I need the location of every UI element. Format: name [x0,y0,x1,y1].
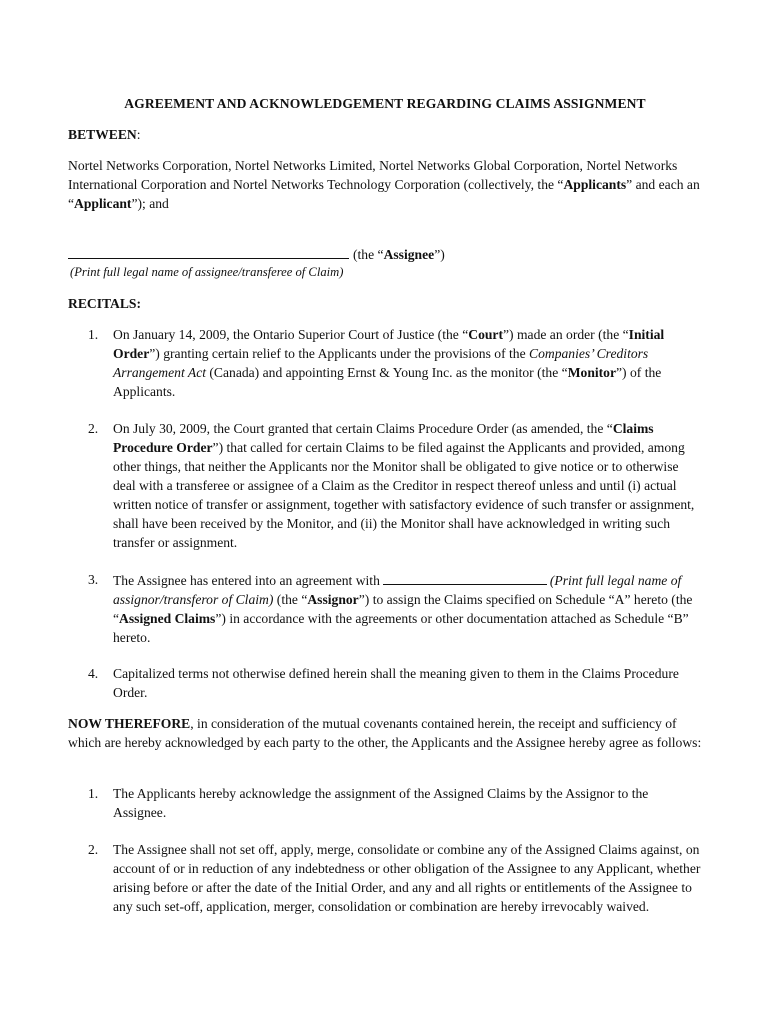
recital-text: Capitalized terms not otherwise defined herein shall the meaning given to them in the Claims Procedure Order. [113,666,679,700]
recital-number: 4. [88,666,99,681]
assignor-caption: (Print full legal name of assignor/transferor of Claim) [113,573,682,607]
court-term: Court [468,327,503,342]
recital-text: (Canada) and appointing Ernst & Young Inc. as the monitor (the “ [206,365,568,380]
assignee-text-pre: (the “ [353,247,384,262]
assignee-term: Assignee [383,247,435,262]
recital-text: ”) that called for certain Claims to be filed against the Applicants and provided, among other things, that neither the Applicants nor the Monitor shall be obligated to give notice or to otherwise deal with a transferee or assignee of a Claim as the Creditor in respect thereof unless and until (i) actual written notice of transfer or assignment, together with satisfactory evidence of such transfer or assignment, shall have been received by the Monitor, and (ii) the Monitor shall have acknowledged in writing such transfer or assignment. [113,440,695,550]
clause-item [68,784,704,822]
applicant-term: Applicant [74,196,132,211]
assignor-term: Assignor [307,592,359,607]
recital-text: ”) of the Applicants. [113,365,662,399]
clause-list-2 [68,840,704,916]
between-colon: : [136,127,141,142]
parties-text-1: Nortel Networks Corporation, Nortel Networks Limited, Nortel Networks Global Corporation, Nortel Networks International Corporation and Nortel Networks Technology Corporation (collectively, the “ [68,158,678,192]
assigned-claims-term: Assigned Claims [119,611,216,626]
assignee-caption: (Print full legal name of assignee/transferee of Claim) [70,265,344,279]
parties-paragraph [68,156,704,213]
parties-text-2: ” and each an “ [68,177,700,211]
clause-item [68,840,704,916]
recital-text: On July 30, 2009, the Court granted that certain Claims Procedure Order (as amended, the “ [113,421,613,436]
act-name: Companies’ Creditors Arrangement Act [113,346,649,380]
between-heading [68,125,141,144]
recital-list-4 [68,664,704,702]
recital-text: ”) granting certain relief to the Applicants under the provisions of the [149,346,530,361]
assignor-name-blank[interactable] [383,570,547,585]
recital-text: (the “ [273,592,308,607]
recital-text: ”) to assign the Claims specified on Schedule “A” hereto (the “ [113,592,693,626]
recital-number: 1. [88,327,99,342]
recitals-heading: RECITALS: [68,296,142,311]
clause-number: 1. [88,786,99,801]
initial-order-term: Initial Order [113,327,665,361]
assignee-name-blank[interactable] [68,244,349,259]
recital-text: On January 14, 2009, the Ontario Superior Court of Justice (the “ [113,327,469,342]
now-therefore-paragraph [68,714,704,752]
assignee-line [68,244,704,264]
recital-text: ”) in accordance with the agreements or other documentation attached as Schedule “B” hereto. [113,611,689,645]
clause-number: 2. [88,842,99,857]
recital-item [68,664,704,702]
recital-list-3 [68,570,704,647]
now-therefore-text: , in consideration of the mutual covenants contained herein, the receipt and sufficiency of which are hereby acknowledged by each party to the other, the Applicants and the Assignee hereby agree as follows: [68,716,702,750]
recital-number: 2. [88,421,99,436]
recital-text: ”) made an order (the “ [503,327,629,342]
clause-list [68,784,704,822]
monitor-term: Monitor [567,365,617,380]
recital-list [68,325,704,400]
clause-text: The Applicants hereby acknowledge the assignment of the Assigned Claims by the Assignor to the Assignee. [113,786,649,820]
recital-list-2 [68,419,704,552]
applicants-term: Applicants [563,177,627,192]
claims-procedure-order-term: Claims Procedure Order [113,421,654,455]
now-therefore-term: NOW THEREFORE [68,716,191,731]
recital-item [68,570,704,647]
document-title: AGREEMENT AND ACKNOWLEDGEMENT REGARDING CLAIMS ASSIGNMENT [124,96,646,111]
recital-text: The Assignee has entered into an agreement with [113,573,380,588]
recital-number: 3. [88,572,99,587]
recital-item [68,325,704,400]
clause-text: The Assignee shall not set off, apply, merge, consolidate or combine any of the Assigned Claims against, on account of or in reduction of any indebtedness or other obligation of the Assignee to any Applicant, whether arising before or after the date of the Initial Order, and any and all rights or entitlements of the Assignee to any such set-off, application, merger, consolidation or combination are hereby irrevocably waived. [113,842,701,914]
between-label: BETWEEN [68,127,137,142]
recital-item [68,419,704,552]
parties-text-3: ”); and [131,196,169,211]
assignee-text-post: ”) [434,247,445,262]
